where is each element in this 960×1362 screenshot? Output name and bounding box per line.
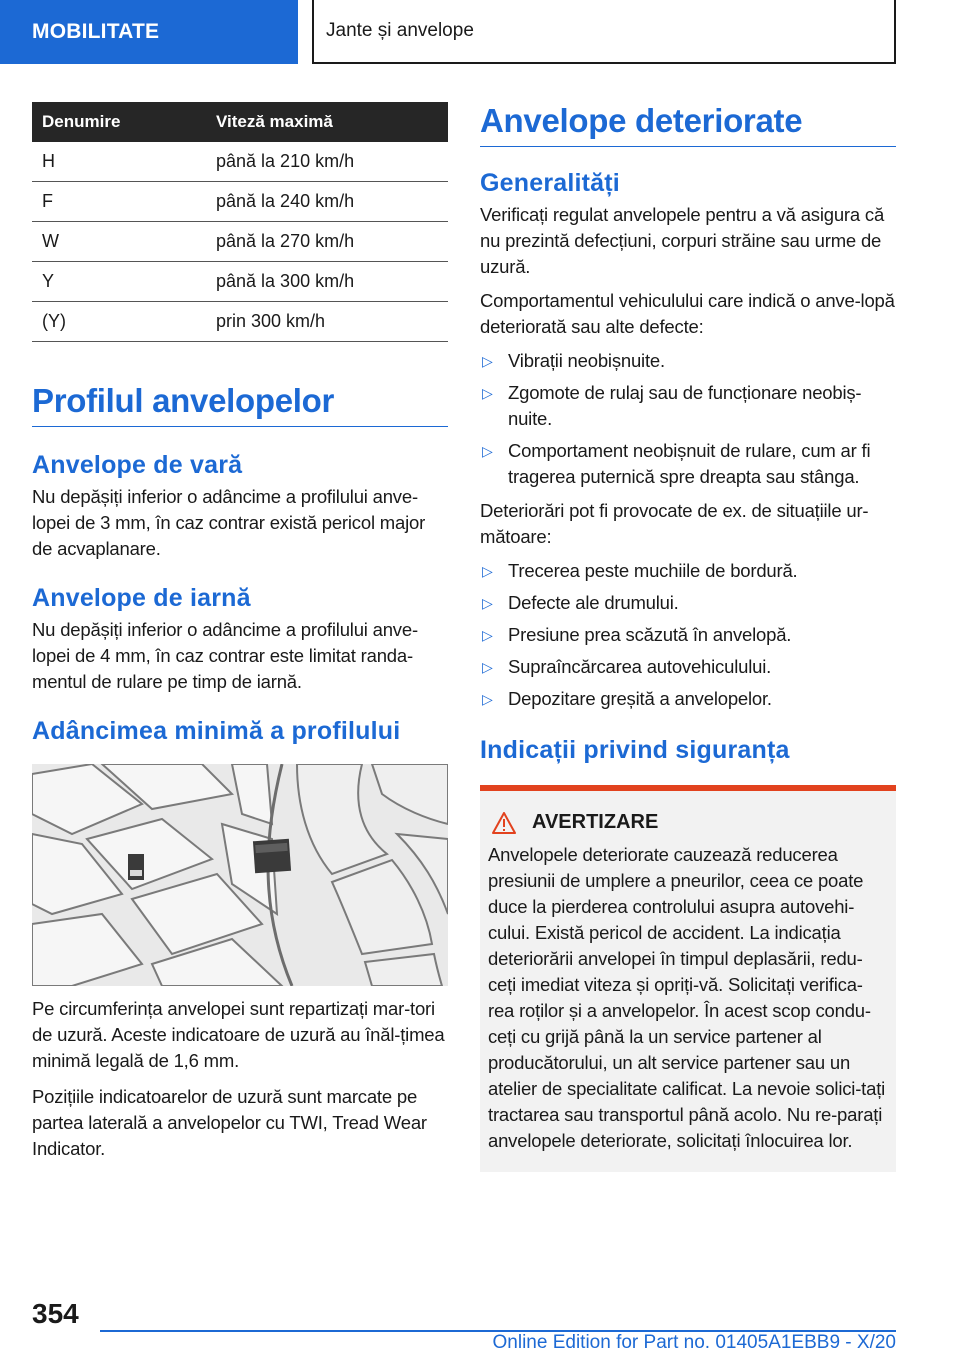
paragraph-check-tires: Verificați regulat anvelopele pentru a vă asigura că nu prezintă defecțiuni, corpuri străine sau urme de uzură. [480,204,885,277]
triangle-bullet-icon: ▷ [482,627,493,643]
table-cell: F [32,182,206,222]
paragraph-damage-causes: Deteriorări pot fi provocate de ex. de situațiile ur-mătoare: [480,500,869,547]
paragraph-winter-tires: Nu depășiți inferior o adâncime a profilului anve-lopei de 4 mm, în caz contrar este limitat randa-mentul de rulare pe timp de iarnă. [32,619,418,692]
chapter-title: Jante și anvelope [326,20,474,41]
list-item: ▷ Depozitare greșită a anvelopelor. [480,686,896,712]
list-item: ▷ Defecte ale drumului. [480,590,896,616]
edition-note: Online Edition for Part no. 01405A1EBB9 - X/20 [492,1332,896,1353]
table-cell: până la 210 km/h [206,142,448,182]
speed-rating-table [32,102,448,342]
triangle-bullet-icon: ▷ [482,691,493,707]
list-item: ▷ Vibrații neobișnuite. [480,348,896,374]
warning-box [480,785,896,1172]
table-row [32,262,448,302]
section-heading-profile: Profilul anvelopelor [32,382,448,427]
list-item: ▷ Presiune prea scăzută în anvelopă. [480,622,896,648]
triangle-bullet-icon: ▷ [482,443,493,459]
table-row [32,222,448,262]
chapter-tab [312,0,896,64]
warning-header [492,811,888,834]
paragraph-wear-indicators: Pe circumferința anvelopei sunt repartizați mar-tori de uzură. Aceste indicatoare de uzură au înăl-țimea minimă legală de 1,6 mm. [32,998,445,1071]
tread-wear-indicator-illustration [32,764,448,986]
table-row [32,182,448,222]
list-item: ▷ Supraîncărcarea autovehiculului. [480,654,896,680]
left-column [32,102,448,1162]
page-number: 354 [32,1298,79,1329]
table-cell: (Y) [32,302,206,342]
table-cell: prin 300 km/h [206,302,448,342]
triangle-bullet-icon: ▷ [482,353,493,369]
triangle-bullet-icon: ▷ [482,385,493,401]
table-cell: W [32,222,206,262]
subheading-general: Generalități [480,169,620,197]
table-row [32,302,448,342]
table-cell: până la 240 km/h [206,182,448,222]
list-item: ▷ Comportament neobișnuit de rulare, cum ar fi tragerea puternică spre dreapta sau stânga. [482,440,871,487]
table-row [32,142,448,182]
subheading-summer-tires: Anvelope de vară [32,451,243,479]
causes-list [480,558,896,712]
symptoms-list [480,348,896,490]
table-header-cell: Viteză maximă [206,102,448,142]
paragraph-summer-tires: Nu depășiți inferior o adâncime a profilului anve-lopei de 3 mm, în caz contrar există pericol major de acvaplanare. [32,486,426,559]
subheading-minimum-depth: Adâncimea minimă a profilului [32,717,401,745]
subheading-safety: Indicații privind siguranța [480,736,790,764]
section-heading-damaged-tires: Anvelope deteriorate [480,102,896,147]
subheading-winter-tires: Anvelope de iarnă [32,584,251,612]
paragraph-vehicle-behavior: Comportamentul vehiculului care indică o anve-lopă deteriorată sau alte defecte: [480,290,895,337]
right-column [480,102,896,1172]
warning-text: Anvelopele deteriorate cauzează reducerea presiunii de umplere a pneurilor, ceea ce poate duce la pierderea controlului asupra autovehi-cului. Există pericol de accident. La indicația deteriorării anvelopei în timpul deplasării, redu-ceți imediat viteza și opriți-vă. Solicitați verifica-rea roților și a anvelopelor. În acest scop condu-ceți cu grijă până la un service partener al producătorului, un alt service partener sau un atelier de specialitate calificat. La nevoie solici-tați tractarea sau transportul până acolo. Nu re-parați anvelopele deteriorate, solicitați înlocuirea lor. [488,844,886,1151]
table-cell: Y [32,262,206,302]
table-cell: H [32,142,206,182]
list-item: ▷ Trecerea peste muchiile de bordură. [480,558,896,584]
triangle-bullet-icon: ▷ [482,659,493,675]
section-title: MOBILITATE [32,20,160,43]
table-header-row [32,102,448,142]
paragraph-twi-markings: Pozițiile indicatoarelor de uzură sunt marcate pe partea laterală a anvelopelor cu TWI, Tread Wear Indicator. [32,1086,427,1159]
warning-label: AVERTIZARE [532,811,659,833]
table-cell: până la 300 km/h [206,262,448,302]
triangle-bullet-icon: ▷ [482,563,493,579]
warning-triangle-icon [492,812,516,834]
list-item: ▷ Zgomote de rulaj sau de funcționare neobiș-nuite. [482,382,862,429]
triangle-bullet-icon: ▷ [482,595,493,611]
section-tab [0,0,298,64]
table-cell: până la 270 km/h [206,222,448,262]
table-header-cell: Denumire [32,102,206,142]
